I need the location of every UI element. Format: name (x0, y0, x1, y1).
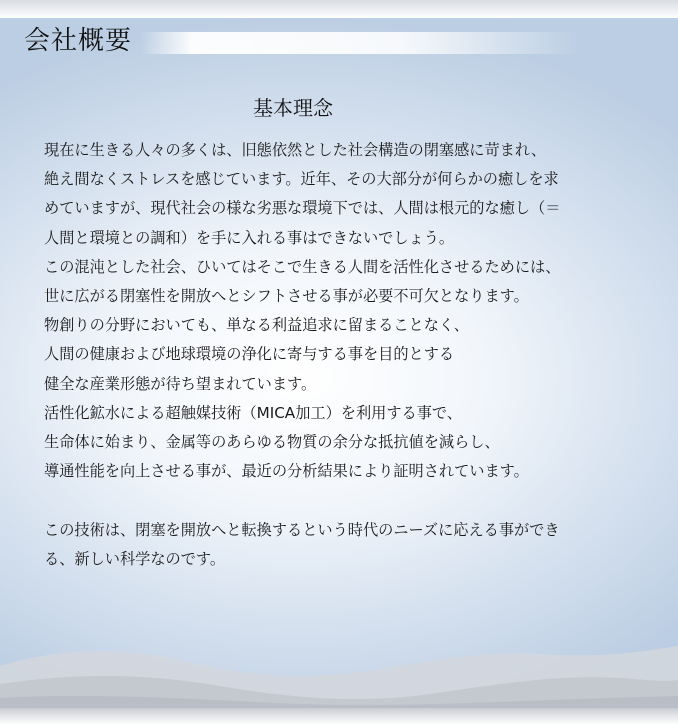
title-bar (0, 22, 678, 66)
paragraph-spacer (44, 486, 634, 515)
top-border-strip (0, 0, 678, 18)
text-line: る、新しい科学なのです。 (44, 549, 226, 568)
wave-decoration (0, 628, 678, 708)
page-title: 会社概要 (24, 26, 133, 56)
title-glow-decoration (140, 32, 580, 54)
text-line: この混沌とした社会、ひいてはそこで生きる人間を活性化させるためには、 (44, 257, 561, 276)
text-line: 人間と環境との調和）を手に入れる事はできないでしょう。 (44, 228, 455, 247)
text-line: この技術は、閉塞を開放へと転換するという時代のニーズに応える事ができ (44, 520, 560, 539)
text-line: 世に広がる閉塞性を開放へとシフトさせる事が必要不可欠となります。 (44, 287, 529, 306)
section-heading: 基本理念 (253, 96, 333, 120)
content-panel (0, 18, 678, 708)
text-line: めていますが、現代社会の様な劣悪な環境下では、人間は根元的な癒し（＝ (44, 199, 561, 218)
text-line: 絶え間なくストレスを感じています。近年、その大部分が何らかの癒しを求 (44, 170, 559, 189)
text-line: 健全な産業形態が待ち望まれています。 (44, 374, 317, 393)
text-line: 物創りの分野においても、単なる利益追求に留まることなく、 (44, 316, 469, 335)
text-line: 導通性能を向上させる事が、最近の分析結果により証明されています。 (44, 462, 529, 481)
text-line: 現在に生きる人々の多くは、旧態依然とした社会構造の閉塞感に苛まれ、 (44, 141, 547, 159)
text-line: 人間の健康および地球環境の浄化に寄与する事を目的とする (44, 345, 455, 364)
text-line: 生命体に始まり、金属等のあらゆる物質の余分な抵抗値を減らし、 (44, 433, 500, 452)
body-text (44, 136, 634, 574)
bottom-border-strip (0, 708, 678, 725)
text-line: 活性化鉱水による超触媒技術（MICA加工）を利用する事で、 (44, 403, 462, 422)
